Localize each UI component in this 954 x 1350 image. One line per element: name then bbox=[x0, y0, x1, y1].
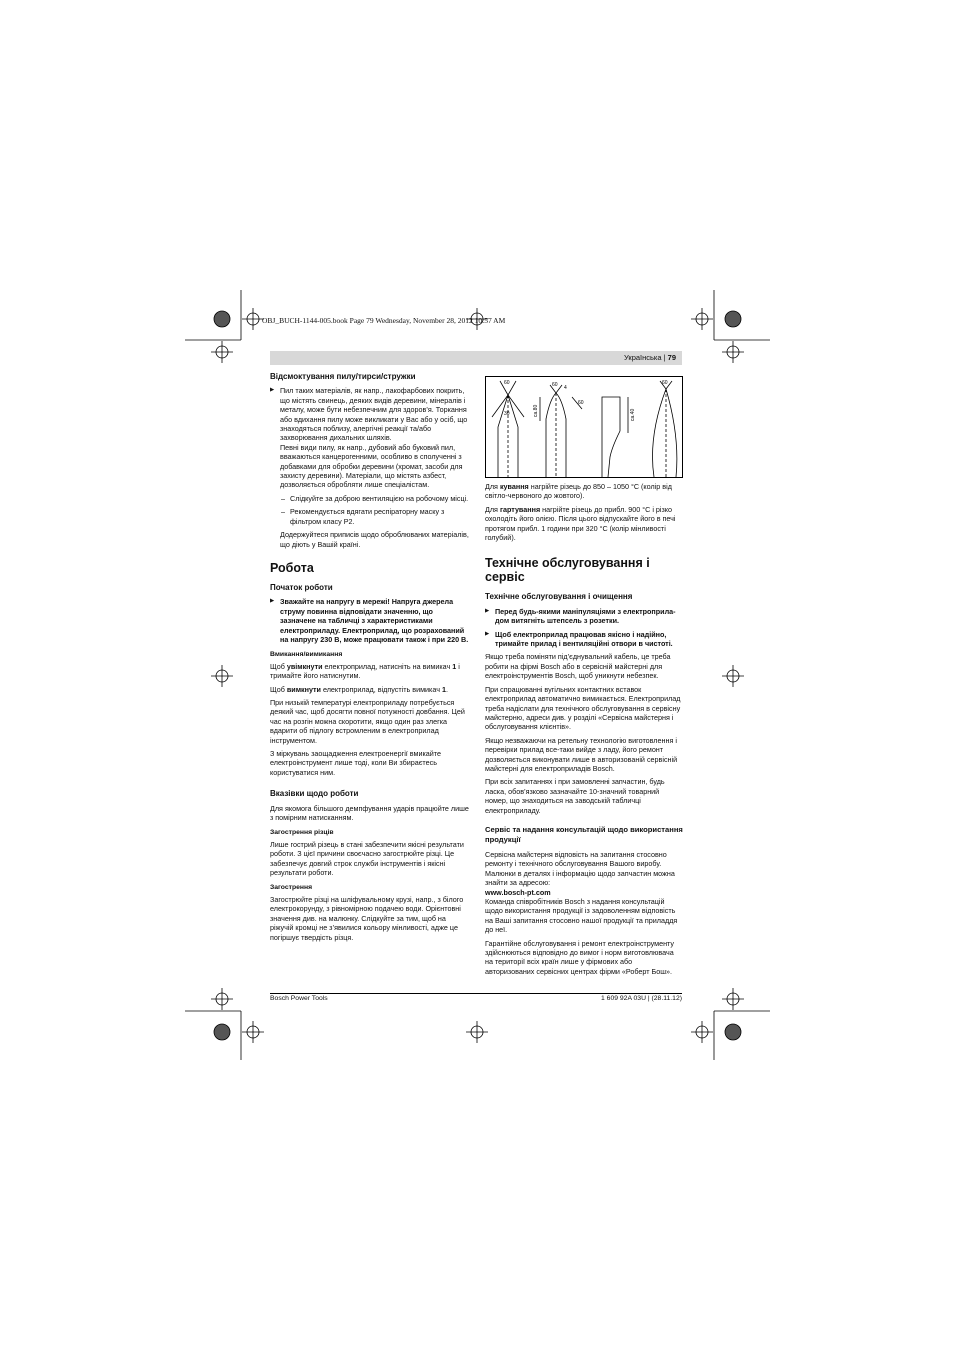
cold-start-text: При низькій температурі електроприладу потребується деякий час, щоб досягти повної потужності довбання. Цей час на розгін можна скоротити, якщо один раз злегка вдарити об підлогу встромленим в електроприлад інструментом. bbox=[270, 697, 465, 745]
hardening-text: Для гартування нагрійте різець до прибл. 900 °C і різко охолодіть його олією. Після цього відпускайте його в печі протягом прибл. 1 години при 320 °C (колір мінливості голубий). bbox=[485, 504, 676, 543]
figure-label-4: ca.80 bbox=[533, 404, 539, 417]
heading-sharpening-chisels: Загострення різців bbox=[270, 829, 334, 837]
sharpening-text: Загострюйте різці на шліфувальному крузі, напр., з білого електрокорунду, з рівномірною подачею води. Орієнтовні значення див. на малюнку. Слідкуйте за тим, щоб на ріжучій кромці не з’явилися кольору мінливості, адже це погіршує твердість різця. bbox=[270, 894, 464, 942]
chisel-drawing bbox=[486, 377, 682, 477]
service-info-text: Сервісна майстерня відповість на запитання стосовно ремонту і технічного обслуговування Вашого виробу. Малюнки в деталях і інформацію щодо запчастин можна знайти за адресою: www.bosch-pt.com bbox=[485, 849, 675, 897]
heading-maintenance-service: Технічне обслуговування і сервіс bbox=[485, 556, 650, 585]
dust-mask-item: – Рекомендується вдягати респіраторну маску з фільтром класу P2. bbox=[270, 507, 470, 526]
maintenance-unplug-warning: ▶ Перед будь-якими маніпуляціями з електроприла- дом витягніть штепсель з розетки. bbox=[485, 607, 683, 626]
heading-maintenance-cleaning: Технічне обслуговування і очищення bbox=[485, 592, 633, 602]
figure-label-2: 30 bbox=[504, 411, 510, 417]
file-info-line: OBJ_BUCH-1144-005.book Page 79 Wednesday, November 28, 2012 10:57 AM bbox=[262, 316, 506, 325]
consultation-team-text: Команда співробітників Bosch з надання консультацій щодо використання продукції із задоволенням відповість на Ваші запитання стосовно нашої продукції та приладдя до неї. bbox=[485, 897, 678, 935]
page-footer bbox=[270, 993, 682, 1006]
dust-regulations: Додержуйтеся приписів щодо оброблюваних матеріалів, що діють у Вашій країні. bbox=[280, 530, 469, 549]
figure-label-1: 60 bbox=[504, 380, 510, 386]
page-number: 79 bbox=[667, 353, 676, 362]
figure-label-6: 60 bbox=[578, 400, 584, 406]
switch-off-text: Щоб вимкнути електроприлад, відпустіть вимикач 1. bbox=[270, 684, 448, 694]
voltage-warning: ▶ Зважайте на напругу в мережі! Напруга джерела струму повинна відповідати значенню, що зазначене на табличці з характеристиками електроприладу. Електроприлад, що розрахований на напругу 230 В, може працювати також і при 220 В. bbox=[270, 597, 470, 644]
heading-switching-on-off: Вмикання/вимикання bbox=[270, 651, 343, 659]
page-header-text bbox=[624, 353, 676, 362]
heading-starting-operation: Початок роботи bbox=[270, 582, 333, 592]
heading-dust-extraction: Відсмоктування пилу/тирси/стружки bbox=[270, 372, 416, 381]
right-column bbox=[485, 482, 683, 980]
figure-label-3: 60 bbox=[552, 382, 558, 388]
maintenance-clean-warning: ▶ Щоб електроприлад працював якісно і надійно, тримайте прилад і вентиляційні отвори в чистоті. bbox=[485, 630, 683, 649]
heading-operation: Робота bbox=[270, 560, 314, 575]
working-advice-text: Для якомога більшого демпфування ударів працюйте лише з помірним натисканням. bbox=[270, 803, 469, 823]
repair-text: Якщо незважаючи на ретельну технологію виготовлення і перевірки прилад все-таки вийде з ладу, його ремонт дозволяється виконувати лише в авторизованій сервісній майстерні для електроприладів Bosch. bbox=[485, 735, 678, 773]
bosch-url[interactable]: www.bosch-pt.com bbox=[485, 887, 551, 897]
dust-warning-1: ▶ Пил таких матеріалів, як напр., лакофарбових покрить, що містять свинець, деяких видів деревини, мінералів і металу, може бути небезпечним для здоров’я. Торкання або вдихання пилу може викликати у Вас або у осіб, що знаходяться поблизу, алергічні реакції та/або захворювання дихальних шляхів. bbox=[270, 386, 470, 442]
heading-working-advice: Вказівки щодо роботи bbox=[270, 789, 359, 799]
heading-customer-service: Сервіс та надання консультацій щодо використання продукції bbox=[485, 824, 683, 844]
page-header-bar bbox=[270, 351, 682, 365]
heading-sharpening: Загострення bbox=[270, 884, 313, 892]
dust-ventilation-item: – Слідкуйте за доброю вентиляцією на робочому місці. bbox=[270, 494, 470, 503]
switch-on-text: Щоб увімкнути електроприлад, натисніть на вимикач 1 і тримайте його натиснутим. bbox=[270, 661, 460, 681]
left-column bbox=[270, 368, 470, 946]
sharpening-chisels-text: Лише гострий різець в стані забезпечити якісні результати роботи. З цієї причини своєчасно загострюйте різці. Це забезпечує довгий строк служби інструментів і якісні результати роботи. bbox=[270, 839, 464, 878]
header-language: Українська | bbox=[623, 353, 668, 362]
figure-label-8: 60 bbox=[662, 380, 668, 386]
footer-brand: Bosch Power Tools bbox=[270, 995, 328, 1002]
dust-warning-2: Певні види пилу, як напр., дубовий або буковий пил, вважаються канцерогенними, особливо в сполученні з добавками для обробки деревини (хромат, засоби для захисту деревини). Матеріали, що містять азбест, дозволяється обробляти лише спеціалістам. bbox=[280, 442, 463, 490]
forging-text: Для кування нагрійте різець до 850 – 1050 °C (колір від світло-червоного до жовтого). bbox=[485, 482, 672, 501]
order-parts-text: При всіх запитаннях і при замовленні запчастин, будь ласка, обов’язково зазначайте 10-значний товарний номер, що знаходиться на заводській табличці електроприладу. bbox=[485, 777, 665, 815]
chisel-sharpening-figure bbox=[485, 376, 683, 478]
figure-label-5: 4 bbox=[564, 385, 567, 391]
figure-label-7: ca.40 bbox=[630, 408, 636, 421]
cable-replacement-text: Якщо треба поміняти під’єднувальний кабель, це треба робити на фірмі Bosch або в сервісній майстерні для електроінструментів Bosch, щоб уникнути небезпек. bbox=[485, 652, 671, 681]
carbon-brush-text: При спрацюванні вугільних контактних вставок електроприлад автоматично вимикається. Електроприлад треба надіслати для технічного обслуговування в сервісну майстерню, адреси див. у розділі «Сервісна майстерня і обслуговування клієнтів». bbox=[485, 684, 681, 732]
footer-code: 1 609 92A 03U | (28.11.12) bbox=[601, 995, 682, 1002]
warranty-text: Гарантійне обслуговування і ремонт електроінструменту здійснюються відповідно до вимог і норм виготовлювача на території всіх країн лише у фірмових або авторизованих сервісних центрах фірми «Роберт Бош». bbox=[485, 938, 675, 976]
energy-saving-text: З міркувань заощадження електроенергії вмикайте електроінструмент лише тоді, коли Ви збираєтесь користуватися ним. bbox=[270, 749, 442, 777]
